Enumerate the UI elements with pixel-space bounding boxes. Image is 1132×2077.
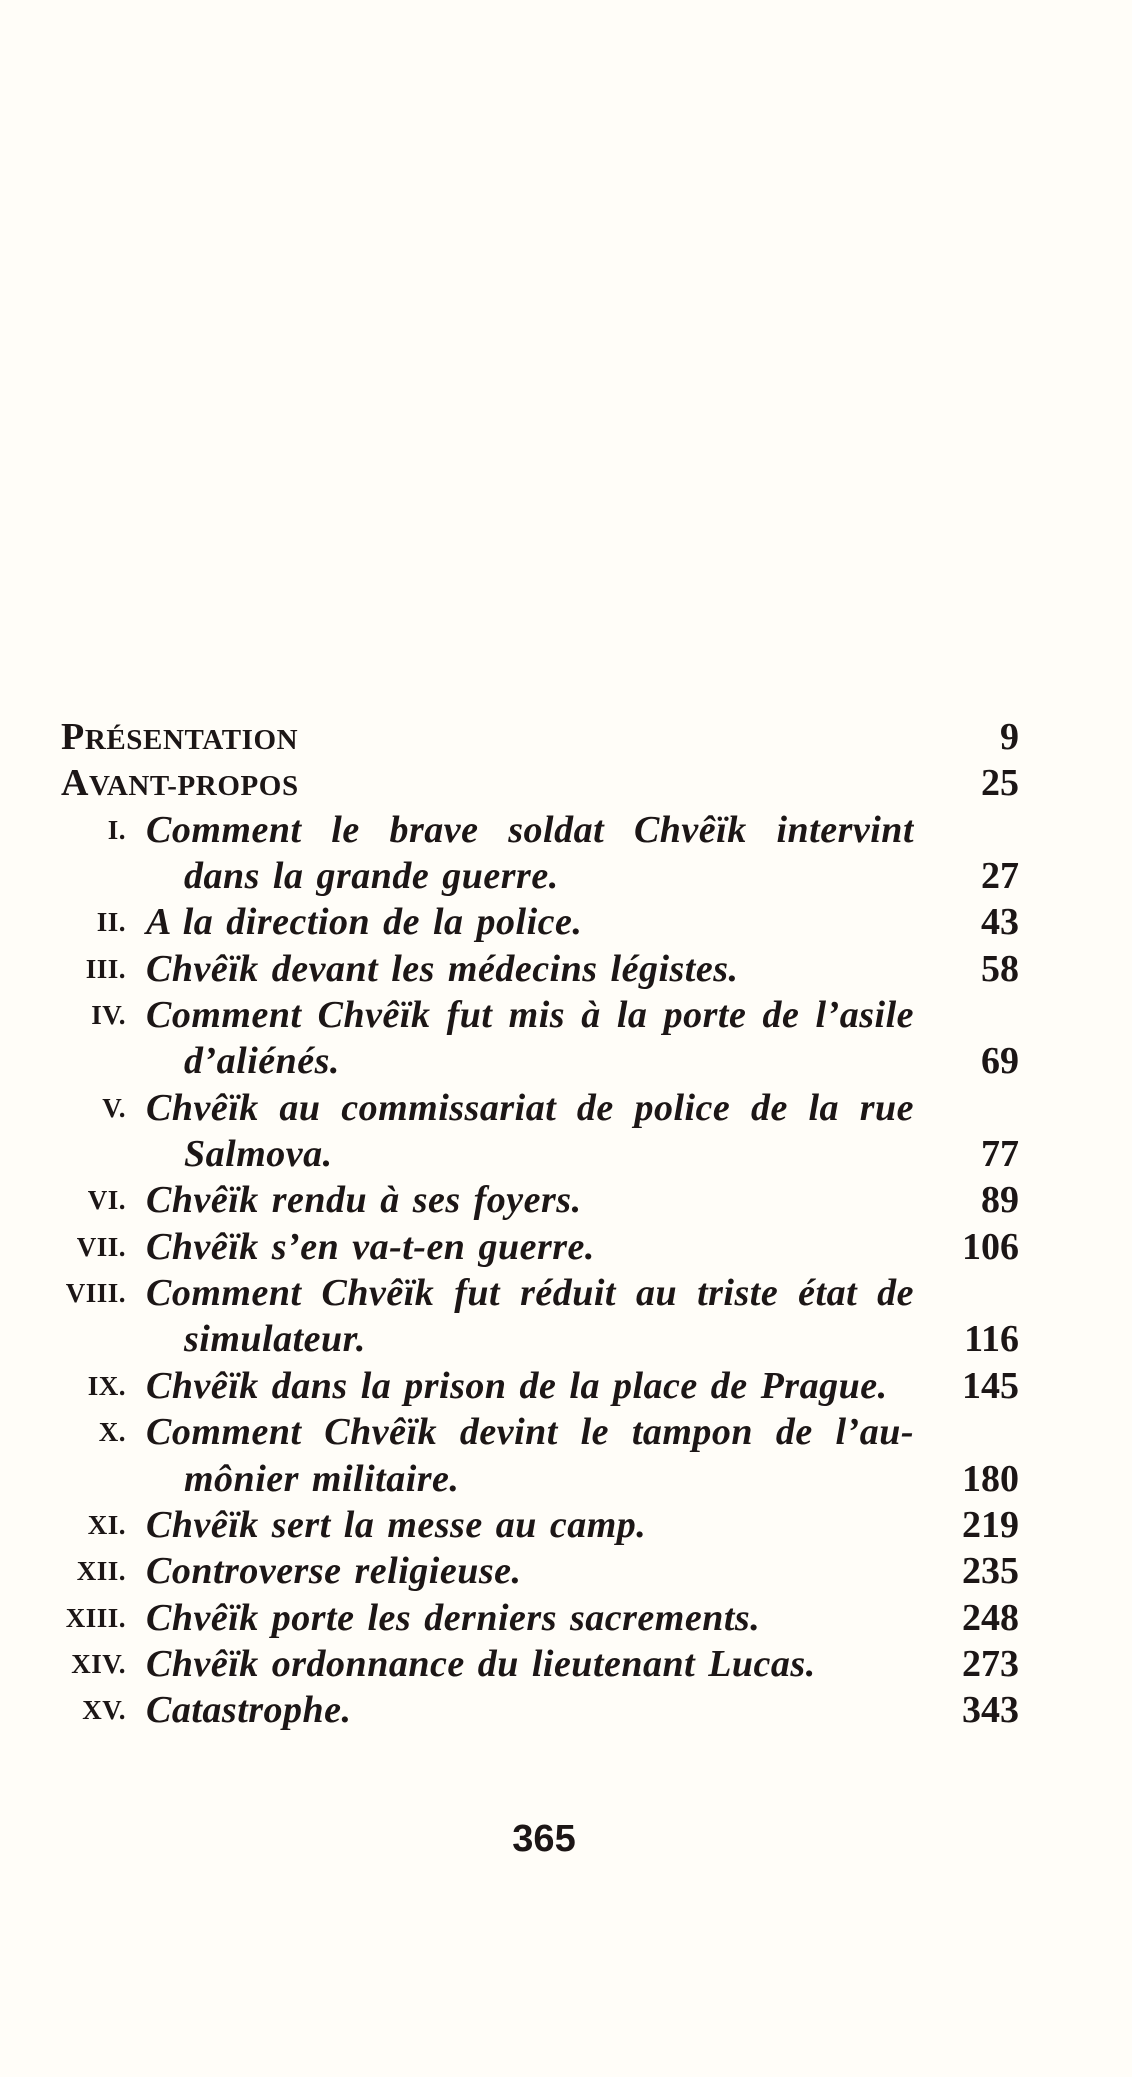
toc-chapter-1	[0, 807, 1132, 853]
toc-page-number: 106	[962, 1225, 1019, 1268]
chapter-title-line: Comment Chvêïk devint le tampon de l’au-	[146, 1411, 914, 1454]
chapter-number: XII.	[76, 1556, 126, 1587]
toc-chapter-14	[0, 1641, 1132, 1687]
chapter-title-line: Chvêïk devant les médecins légistes.	[146, 947, 739, 990]
chapter-number: VIII.	[65, 1278, 126, 1309]
toc-chapter-13	[0, 1595, 1132, 1641]
toc-page-number: 180	[962, 1457, 1019, 1500]
chapter-number: I.	[107, 814, 126, 845]
chapter-title-line: d’aliénés.	[184, 1040, 340, 1083]
toc-chapter-4	[0, 992, 1132, 1038]
page-folio-number: 365	[512, 1818, 576, 1860]
toc-entry-title: PRÉSENTATION	[61, 716, 299, 758]
chapter-title-line: Chvêïk rendu à ses foyers.	[146, 1179, 582, 1222]
chapter-title-line: mônier militaire.	[184, 1457, 460, 1500]
toc-page-number: 69	[981, 1040, 1019, 1083]
chapter-number: XIII.	[65, 1602, 126, 1633]
chapter-title-line: Controverse religieuse.	[146, 1550, 522, 1593]
toc-page-number: 25	[981, 762, 1019, 805]
toc-entry-presentation	[0, 714, 1132, 760]
toc-chapter-10	[0, 1409, 1132, 1455]
chapter-title-line: Comment Chvêïk fut mis à la porte de l’asile	[146, 994, 914, 1037]
chapter-number: VI.	[87, 1185, 126, 1216]
chapter-title-line: Chvêïk ordonnance du lieutenant Lucas.	[146, 1642, 816, 1685]
toc-chapter-9	[0, 1363, 1132, 1409]
toc-page-number: 273	[962, 1642, 1019, 1685]
chapter-number: IV.	[91, 1000, 126, 1031]
chapter-number: XV.	[82, 1695, 126, 1726]
toc-page-number: 343	[962, 1689, 1019, 1732]
toc-chapter-3	[0, 946, 1132, 992]
toc-chapter-8	[0, 1270, 1132, 1316]
toc-chapter-6	[0, 1177, 1132, 1223]
toc-page-number: 77	[981, 1133, 1019, 1176]
chapter-number: XI.	[87, 1509, 126, 1540]
chapter-number: III.	[85, 953, 126, 984]
toc-entry-avant-propos	[0, 760, 1132, 806]
chapter-title-line: Chvêïk au commissariat de police de la rue	[146, 1086, 914, 1129]
chapter-number: II.	[96, 907, 126, 938]
toc-chapter-1-continued	[0, 853, 1132, 899]
chapter-title-line: Chvêïk sert la messe au camp.	[146, 1503, 647, 1546]
toc-chapter-7	[0, 1224, 1132, 1270]
chapter-title-line: Chvêïk s’en va-t-en guerre.	[146, 1225, 595, 1268]
toc-page-number: 58	[981, 947, 1019, 990]
toc-chapter-15	[0, 1687, 1132, 1733]
chapter-number: VII.	[76, 1231, 126, 1262]
toc-page-number: 89	[981, 1179, 1019, 1222]
toc-page-number: 116	[964, 1318, 1019, 1361]
toc-chapter-5-continued	[0, 1131, 1132, 1177]
toc-chapter-12	[0, 1548, 1132, 1594]
toc-chapter-11	[0, 1502, 1132, 1548]
chapter-number: XIV.	[71, 1648, 126, 1679]
table-of-contents	[0, 714, 1132, 1734]
chapter-title-line: simulateur.	[184, 1318, 366, 1361]
chapter-title-line: Chvêïk porte les derniers sacrements.	[146, 1596, 761, 1639]
toc-page-number: 27	[981, 855, 1019, 898]
toc-page-number: 219	[962, 1503, 1019, 1546]
toc-chapter-8-continued	[0, 1316, 1132, 1362]
toc-chapter-2	[0, 899, 1132, 945]
toc-page-number: 248	[962, 1596, 1019, 1639]
toc-chapter-5	[0, 1085, 1132, 1131]
chapter-title-line: Salmova.	[184, 1133, 333, 1176]
chapter-title-line: Comment le brave soldat Chvêïk intervint	[146, 808, 914, 851]
chapter-number: V.	[102, 1092, 126, 1123]
chapter-title-line: Comment Chvêïk fut réduit au triste état de	[146, 1272, 914, 1315]
toc-page-number: 145	[962, 1364, 1019, 1407]
toc-page-number: 235	[962, 1550, 1019, 1593]
chapter-number: IX.	[87, 1370, 126, 1401]
toc-page-number: 43	[981, 901, 1019, 944]
chapter-number: X.	[98, 1417, 126, 1448]
chapter-title-line: A la direction de la police.	[146, 901, 583, 944]
chapter-title-line: dans la grande guerre.	[184, 855, 559, 898]
toc-entry-title: AVANT-PROPOS	[61, 762, 299, 805]
chapter-title-line: Chvêïk dans la prison de la place de Prague.	[146, 1364, 888, 1407]
toc-chapter-4-continued	[0, 1038, 1132, 1084]
toc-page-number: 9	[1000, 716, 1019, 758]
toc-chapter-10-continued	[0, 1456, 1132, 1502]
chapter-title-line: Catastrophe.	[146, 1689, 352, 1732]
